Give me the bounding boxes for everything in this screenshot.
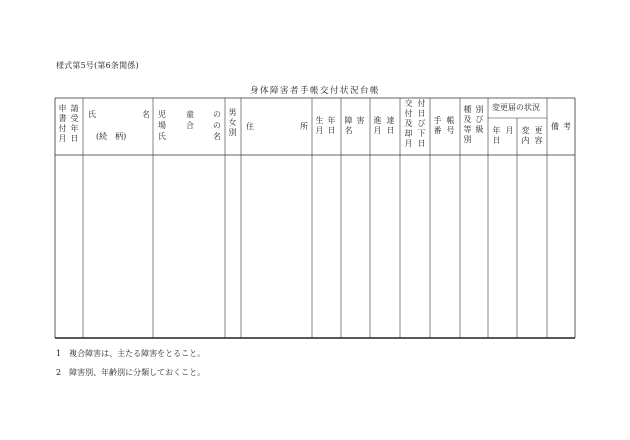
header-application-date-1: 申書付月: [58, 104, 67, 143]
header-gender: 男女別: [228, 108, 237, 137]
header-disability-1: 障名: [344, 116, 353, 135]
header-issue-2: 付日び下日: [417, 99, 426, 148]
header-address-right: 所: [300, 122, 308, 131]
header-child-no1: の: [213, 110, 221, 119]
header-grade-2: 別び級: [475, 105, 484, 134]
header-change-date-1: 年日: [492, 126, 501, 145]
header-disability-2: 害: [356, 116, 365, 125]
header-change-status: 変更届の状況: [492, 103, 540, 112]
header-change-content-1: 変内: [521, 126, 530, 145]
header-remarks: 備考: [551, 122, 575, 131]
header-child-ai: 合: [186, 121, 194, 130]
header-application-date-2: 請受年日: [70, 104, 79, 143]
header-child-no2: の: [213, 121, 221, 130]
note-1: 1 複合障害は、主たる障害をとること。: [56, 349, 206, 358]
header-birth-2: 年日: [327, 116, 336, 135]
header-handbook-2: 帳号: [446, 116, 455, 135]
header-handbook-1: 手番: [433, 116, 442, 135]
header-grade-1: 種及等別: [463, 105, 472, 144]
header-transmit-1: 進月: [373, 116, 382, 135]
header-name-surname: 氏: [88, 110, 96, 119]
header-name-given: 名: [142, 110, 150, 119]
header-child-shi: 氏: [158, 132, 166, 141]
header-change-date-2: 月: [505, 126, 514, 135]
note-2: 2 障害別、年齢別に分類しておくこと。: [56, 368, 206, 377]
header-birth-1: 生月: [315, 116, 324, 135]
form-number-label: 様式第5号(第6条関係): [56, 61, 139, 70]
header-relationship: (続 柄): [96, 132, 127, 141]
header-address-left: 住: [246, 122, 254, 131]
table-title: 身体障害者手帳交付状況台帳: [249, 86, 380, 96]
header-child-dou: 童: [186, 110, 194, 119]
header-issue-1: 交付及却月: [404, 99, 413, 148]
header-child-na: 名: [213, 132, 221, 141]
header-transmit-2: 達日: [386, 116, 395, 135]
header-child-ji: 児: [158, 110, 166, 119]
header-child-ba: 場: [158, 121, 166, 130]
header-change-content-2: 更容: [534, 126, 543, 145]
